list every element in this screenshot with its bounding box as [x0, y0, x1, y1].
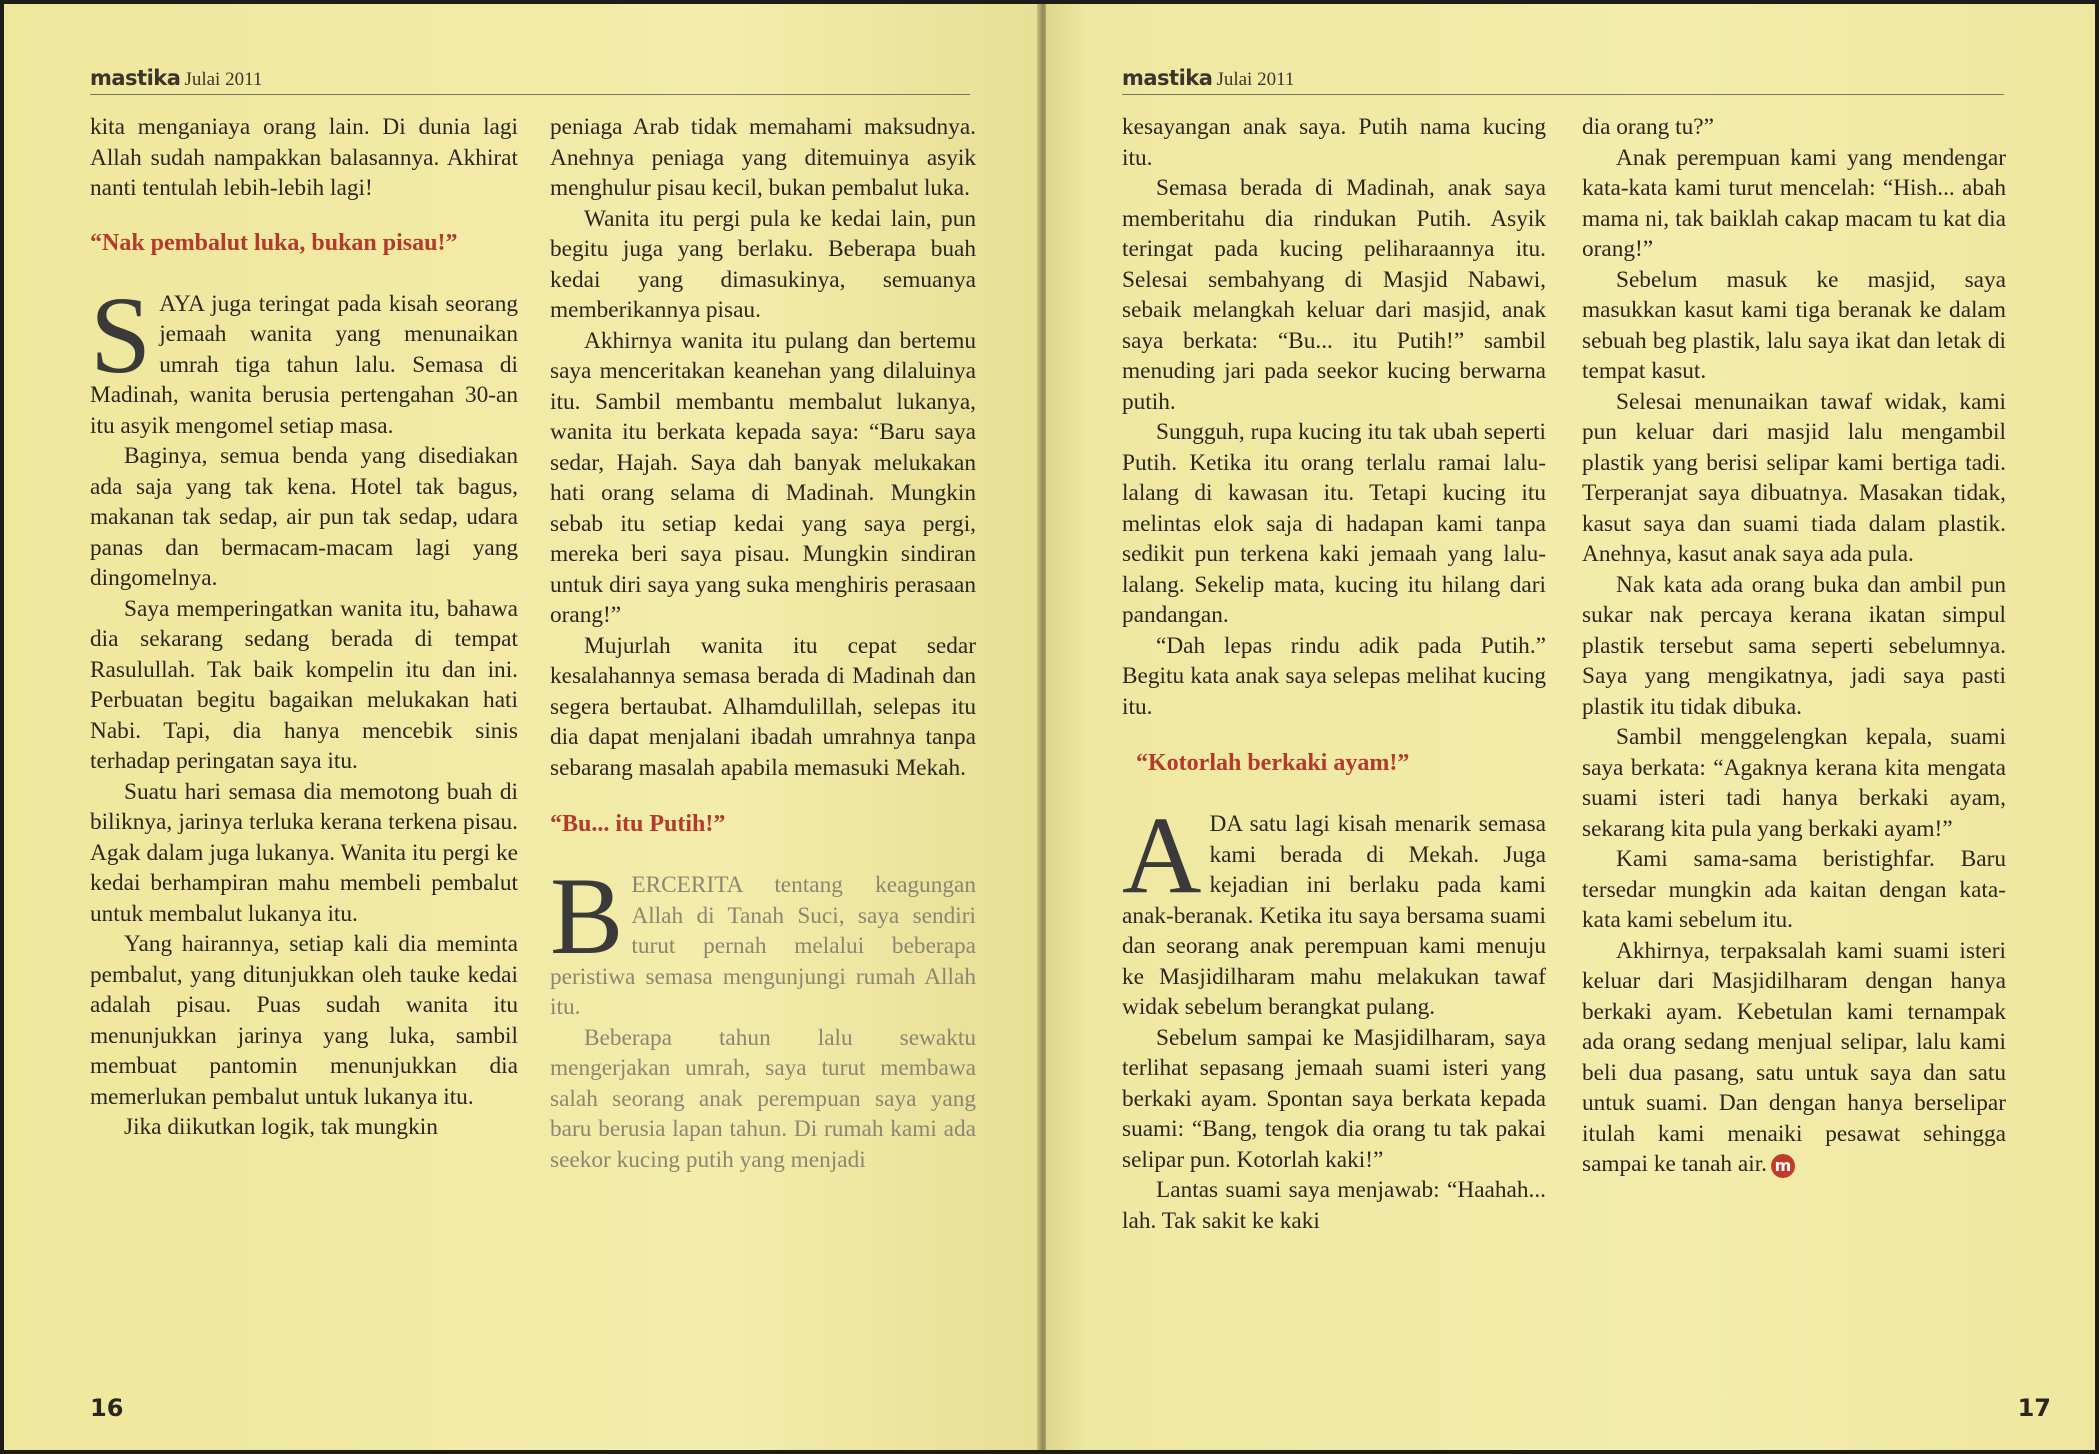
magazine-brand: mastika [1122, 66, 1213, 90]
header-rule [1122, 94, 2004, 95]
left-page-header [90, 66, 262, 91]
paragraph: Sebelum masuk ke masjid, saya masukkan kasut kami tiga beranak ke dalam sebuah beg plastik, lalu saya ikat dan letak di tempat kasut. [1582, 266, 2006, 384]
end-mark-icon: m [1771, 1154, 1795, 1178]
paragraph: Mujurlah wanita itu cepat sedar kesalahannya semasa berada di Madinah dan segera bertaubat. Alhamdulillah, selepas itu dia dapat menjalani ibadah umrahnya tanpa sebarang masalah apabila memasuki Mekah. [550, 632, 976, 781]
paragraph: Sambil menggelengkan kepala, suami saya berkata: “Agaknya kerana kita mengata suami isteri tadi hanya berkaki ayam, sekarang kita pula yang berkaki ayam!” [1582, 724, 2006, 842]
paragraph: ADA satu lagi kisah menarik semasa kami berada di Mekah. Juga kejadian ini berlaku pada kami anak-beranak. Ketika itu saya bersama suami dan seorang anak perempuan kami menuju ke Masjidilharam mahu melakukan tawaf widak sebelum berangkat pulang. [1122, 794, 1546, 1020]
paragraph: Baginya, semua benda yang disediakan ada saja yang tak kena. Hotel tak bagus, makanan tak sedap, air pun tak sedap, udara panas dan bermacam-macam lagi yang dingomelnya. [90, 443, 518, 591]
paragraph: Saya memperingatkan wanita itu, bahawa dia sekarang sedang berada di tempat Rasulullah. Tak baik kompelin itu dan ini. Perbuatan begitu bagaikan melukakan hati Nabi. Tapi, dia hanya mencebik sinis terhadap peringatan saya itu. [90, 595, 518, 774]
paragraph: Sebelum sampai ke Masjidilharam, saya terlihat sepasang jemaah suami isteri yang berkaki ayam. Spontan saya berkata kepada suami: “Bang, tengok dia orang tu tak pakai selipar pun. Kotorlah kaki!” [1122, 1024, 1546, 1173]
drop-cap: B [550, 855, 624, 977]
paragraph: Beberapa tahun lalu sewaktu mengerjakan umrah, saya turut membawa salah seorang anak perempuan saya yang baru berusia lapan tahun. Di rumah kami ada seekor kucing putih yang menjadi [550, 1024, 976, 1173]
paragraph: Suatu hari semasa dia memotong buah di biliknya, jarinya terluka kerana terkena pisau. Agak dalam juga lukanya. Wanita itu pergi ke kedai berhampiran mahu membeli pembalut untuk membalut lukanya itu. [90, 778, 518, 927]
right-page-header [1122, 66, 1294, 91]
paragraph: Wanita itu pergi pula ke kedai lain, pun begitu juga yang berlaku. Beberapa buah kedai yang dimasukinya, semuanya memberikannya pisau. [550, 205, 976, 323]
paragraph: Akhirnya, terpaksalah kami suami isteri keluar dari Masjidilharam dengan hanya berkaki ayam. Kebetulan kami ternampak ada orang sedang menjual selipar, lalu kami beli dua pasang, satu untuk saya dan satu untuk suami. Dan dengan hanya berselipar itulah kami menaiki pesawat sehingga sampai ke tanah air. m [1582, 937, 2006, 1177]
paragraph: peniaga Arab tidak memahami maksudnya. Anehnya peniaga yang ditemuinya asyik menghulur pisau kecil, bukan pembalut luka. [550, 114, 976, 201]
left-page [4, 4, 1040, 1450]
page-number: 16 [90, 1394, 124, 1422]
paragraph: Nak kata ada orang buka dan ambil pun sukar nak percaya kerana ikatan simpul plastik tersebut sama seperti sebelumnya. Saya yang mengikatnya, jadi saya pasti plastik itu tidak dibuka. [1582, 571, 2006, 720]
issue-date: Julai 2011 [184, 69, 263, 90]
paragraph: dia orang tu?” [1582, 114, 1714, 140]
paragraph: Yang hairannya, setiap kali dia meminta pembalut, yang ditunjukkan oleh tauke kedai adalah pisau. Puas sudah wanita itu menunjukkan jarinya yang luka, sambil membuat pantomin menunjukkan dia memerlukan pembalut untuk lukanya itu. [90, 931, 518, 1110]
issue-date: Julai 2011 [1216, 69, 1295, 90]
paragraph: kesayangan anak saya. Putih nama kucing itu. [1122, 114, 1546, 171]
paragraph: Semasa berada di Madinah, anak saya memberitahu dia rindukan Putih. Asyik teringat pada kucing peliharaannya itu. Selesai sembahyang di Masjid Nabawi, sebaik melangkah keluar dari masjid, anak saya berkata: “Bu... itu Putih!” sambil menuding jari pada seekor kucing berwarna putih. [1122, 175, 1546, 415]
magazine-brand: mastika [90, 66, 181, 90]
paragraph: BERCERITA tentang keagungan Allah di Tanah Suci, saya sendiri turut pernah melalui beberapa peristiwa semasa mengunjungi rumah Allah itu. [550, 855, 976, 1020]
paragraph: SAYA juga teringat pada kisah seorang jemaah wanita yang menunaikan umrah tiga tahun lalu. Semasa di Madinah, wanita berusia pertengahan 30-an itu asyik mengomel setiap masa. [90, 273, 518, 439]
section-heading: “Kotorlah berkaki ayam!” [1136, 750, 1410, 776]
right-column-1 [1122, 112, 1546, 1236]
right-page [1046, 4, 2095, 1450]
section-heading: “Bu... itu Putih!” [550, 811, 726, 837]
paragraph: Selesai menunaikan tawaf widak, kami pun keluar dari masjid lalu mengambil plastik yang berisi selipar kami bertiga tadi. Terperanjat saya dibuatnya. Masakan tidak, kasut saya dan suami tiada dalam plastik. Anehnya, kasut anak saya ada pula. [1582, 388, 2006, 567]
paragraph: Jika diikutkan logik, tak mungkin [124, 1114, 438, 1140]
drop-cap: S [90, 273, 152, 396]
paragraph: Akhirnya wanita itu pulang dan bertemu saya menceritakan keanehan yang dilaluinya itu. Sambil membantu membalut lukanya, wanita itu berkata kepada saya: “Baru saya sedar, Hajah. Saya dah banyak melukakan hati orang selama di Madinah. Mungkin sebab itu setiap kedai yang saya pergi, mereka beri saya pisau. Mungkin sindiran untuk diri saya yang suka menghiris perasaan orang!” [550, 327, 976, 628]
section-heading: “Nak pembalut luka, bukan pisau!” [90, 229, 458, 256]
paragraph: Lantas suami saya menjawab: “Haahah... lah. Tak sakit ke kaki [1122, 1177, 1546, 1234]
paragraph: “Dah lepas rindu adik pada Putih.” Begitu kata anak saya selepas melihat kucing itu. [1122, 632, 1546, 720]
left-column-2 [550, 112, 976, 1175]
right-column-2 [1582, 112, 2006, 1180]
paragraph: Anak perempuan kami yang mendengar kata-kata kami turut mencelah: “Hish... abah mama ni, tak baiklah cakap macam tu kat dia orang!” [1582, 144, 2006, 262]
drop-cap: A [1122, 794, 1202, 916]
paragraph: kita menganiaya orang lain. Di dunia lagi Allah sudah nampakkan balasannya. Akhirat nanti tentulah lebih-lebih lagi! [90, 114, 518, 201]
left-column-1 [90, 112, 518, 1143]
paragraph: Sungguh, rupa kucing itu tak ubah seperti Putih. Ketika itu orang terlalu ramai lalu-lalang di kawasan itu. Tetapi kucing itu melintas elok saja di hadapan kami tanpa sedikit pun terkena kaki jemaah yang lalu-lalang. Sekelip mata, kucing itu hilang dari pandangan. [1122, 419, 1546, 628]
header-rule [90, 94, 970, 95]
paragraph: Kami sama-sama beristighfar. Baru tersedar mungkin ada kaitan dengan kata-kata kami sebelum itu. [1582, 846, 2006, 933]
page-number: 17 [2017, 1394, 2051, 1422]
